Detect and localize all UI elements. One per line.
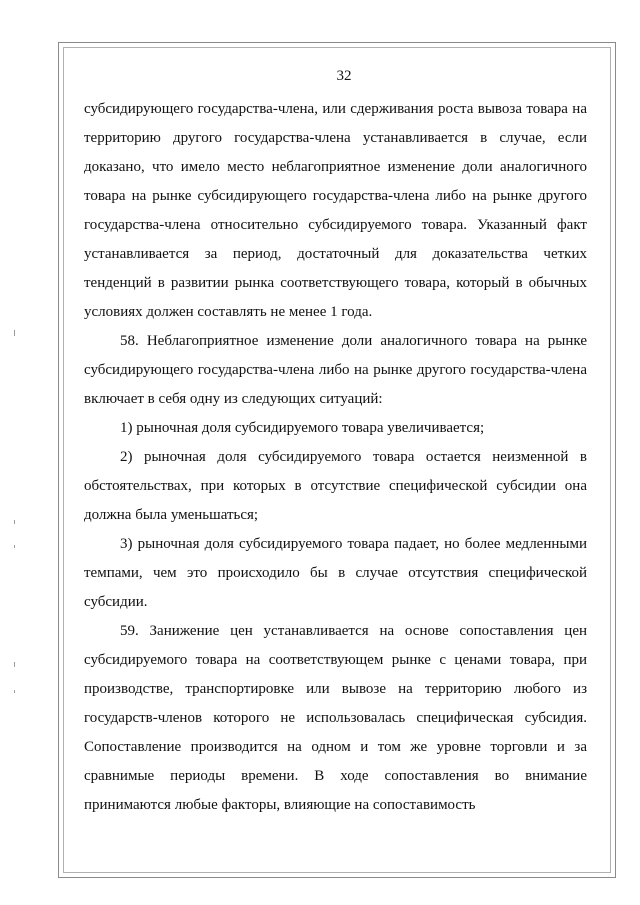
paragraph-59: 59. Занижение цен устанавливается на основе сопоставления цен субсидируемого товара на соответствующем рынке с ценами товара, при производстве, транспортировке или вывозе на территорию любого из государств-членов которого не использовалась специфическая субсидия. Сопоставление производится на одном и том же уровне торговли и за сравнимые периоды времени. В ходе сопоставления во внимание принимаются любые факторы, влияющие на сопоставимость [84,623,587,813]
list-item-3: 3) рыночная доля субсидируемого товара падает, но более медленными темпами, чем это происходило бы в случае отсутствия специфической субсидии. [84,536,587,610]
paragraph-58: 58. Неблагоприятное изменение доли аналогичного товара на рынке субсидирующего государства-члена либо на рынке другого государства-члена включает в себя одну из следующих ситуаций: [84,333,587,407]
scan-margin-marks [12,0,18,905]
document-body [84,95,587,820]
paragraph-continuation: субсидирующего государства-члена, или сдерживания роста вывоза товара на территорию другого государства-члена устанавливается в случае, если доказано, что имело место неблагоприятное изменение доли аналогичного товара на рынке субсидирующего государства-члена либо на рынке другого государства-члена относительно субсидируемого товара. Указанный факт устанавливается за период, достаточный для доказательства четких тенденций в развитии рынка соответствующего товара, который в обычных условиях должен составлять не менее 1 года. [84,101,587,320]
page-number: 32 [336,68,352,84]
list-item-2: 2) рыночная доля субсидируемого товара остается неизменной в обстоятельствах, при которых в отсутствие специфической субсидии она должна была уменьшаться; [84,449,587,523]
list-item-1: 1) рыночная доля субсидируемого товара увеличивается; [120,420,485,436]
